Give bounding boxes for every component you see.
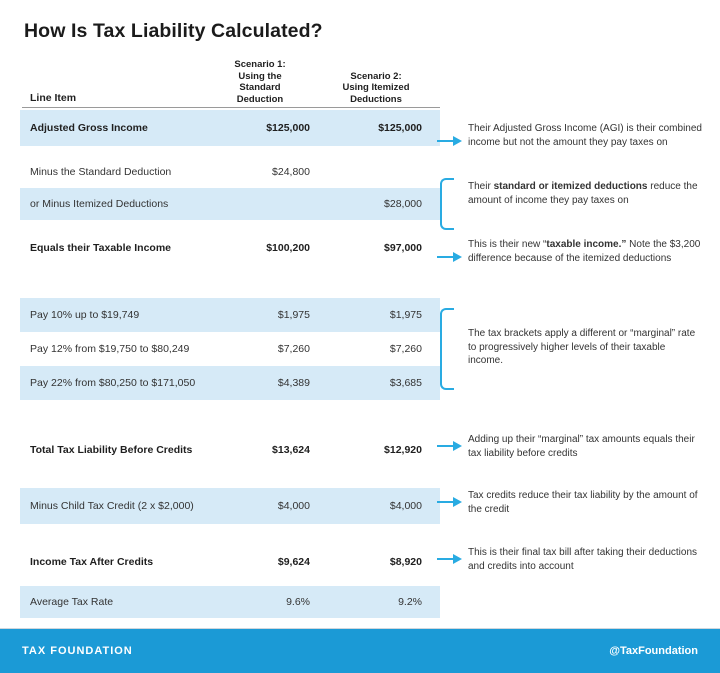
row-value-scenario-2: $12,920 [384,444,422,456]
row-value-scenario-1: $4,000 [277,500,310,512]
row-value-scenario-1: $24,800 [272,166,310,178]
row-value-scenario-2: 9.2% [398,596,422,608]
table-body [20,110,440,618]
footer-social-handle[interactable]: @TaxFoundation [609,645,698,657]
row-label: or Minus Itemized Deductions [30,198,169,210]
footer-brand: TAX FOUNDATION [22,645,133,657]
annotation-taxable-income [468,238,703,265]
row-label: Average Tax Rate [30,596,114,608]
row-label: Pay 22% from $80,250 to $171,050 [30,377,196,389]
row-value-scenario-1: $100,200 [266,242,310,254]
column-header-scenario-2 [328,71,424,106]
annotation-taxable-part1: This is their new “ [468,239,547,250]
row-value-scenario-1: $1,975 [277,309,310,321]
row-label: Adjusted Gross Income [30,122,148,134]
row-value-scenario-2: $1,975 [389,309,422,321]
row-label: Pay 12% from $19,750 to $80,249 [30,343,190,355]
row-label: Total Tax Liability Before Credits [30,444,193,456]
row-spacer [20,220,440,232]
table-header [20,59,440,108]
row-value-scenario-2: $7,260 [389,343,422,355]
annotation-deductions-emphasis: standard or itemized deductions [493,181,648,192]
table-row [20,366,440,400]
column-header-scenario-2-line-3: Deductions [350,93,402,105]
arrow-icon-agi [437,136,463,146]
annotation-final-tax: This is their final tax bill after taking their deductions and credits into account [468,547,697,572]
footer-divider [0,628,720,629]
table-row [20,110,440,146]
column-header-scenario-1 [212,59,308,105]
row-value-scenario-1: $9,624 [277,556,310,568]
arrow-icon-total-tax [437,441,463,451]
arrow-icon-final-tax [437,554,463,564]
row-spacer [20,146,440,156]
row-value-scenario-2: $4,000 [389,500,422,512]
table-row [20,332,440,366]
table-row [20,232,440,264]
row-value-scenario-1: 9.6% [286,596,310,608]
row-spacer [20,466,440,488]
row-value-scenario-1: $125,000 [266,122,310,134]
column-header-line-item: Line Item [30,92,77,104]
row-value-scenario-2: $97,000 [384,242,422,254]
row-value-scenario-2: $8,920 [389,556,422,568]
column-header-scenario-1-line-3: Standard [239,82,281,93]
bracket-deductions [440,178,454,230]
table-row [20,488,440,524]
annotation-tax-brackets: The tax brackets apply a different or “marginal” rate to progressively higher levels of their taxable income. [468,328,696,366]
annotation-total-tax: Adding up their “marginal” tax amounts equals their tax liability before credits [468,434,695,459]
row-value-scenario-1: $7,260 [277,343,310,355]
column-header-scenario-2-line-1: Scenario 2: [350,70,402,82]
row-value-scenario-1: $13,624 [272,444,310,456]
column-header-scenario-1-line-1: Scenario 1: [234,59,286,70]
row-value-scenario-2: $125,000 [378,122,422,134]
table-row [20,586,440,618]
column-header-scenario-1-line-2: Using the [238,70,282,82]
table-row [20,188,440,220]
row-label: Minus Child Tax Credit (2 x $2,000) [30,500,194,512]
annotation-deductions [468,180,703,207]
annotation-deductions-part1: Their [468,181,494,192]
arrow-icon-taxable-income [437,252,463,262]
table-row [20,434,440,466]
column-header-scenario-2-line-2: Using Itemized [342,82,410,93]
annotation-deductions-part3: reduce the amount of income they pay taxes on [468,181,698,206]
header-divider [22,107,440,108]
row-label: Equals their Taxable Income [30,242,172,254]
row-label: Minus the Standard Deduction [30,166,172,178]
row-spacer [20,264,440,298]
column-header-scenario-1-line-4: Deduction [236,93,284,105]
footer-bar [0,629,720,673]
row-spacer [20,578,440,586]
annotation-taxable-part3: Note the $3,200 difference because of the itemized deductions [468,239,701,264]
page-title: How Is Tax Liability Calculated? [24,20,323,42]
row-label: Pay 10% up to $19,749 [30,309,140,321]
table-row [20,546,440,578]
annotation-agi: Their Adjusted Gross Income (AGI) is their combined income but not the amount they pay taxes on [468,123,702,148]
arrow-icon-child-tax-credit [437,497,463,507]
row-spacer [20,400,440,434]
row-spacer [20,524,440,546]
row-value-scenario-2: $28,000 [384,198,422,210]
table-row [20,156,440,188]
table-row [20,298,440,332]
annotation-child-tax-credit: Tax credits reduce their tax liability by the amount of the credit [468,490,698,515]
bracket-tax-brackets [440,308,454,390]
row-value-scenario-1: $4,389 [277,377,310,389]
annotation-taxable-emphasis: taxable income.” [546,239,627,250]
row-label: Income Tax After Credits [30,556,154,568]
row-value-scenario-2: $3,685 [389,377,422,389]
